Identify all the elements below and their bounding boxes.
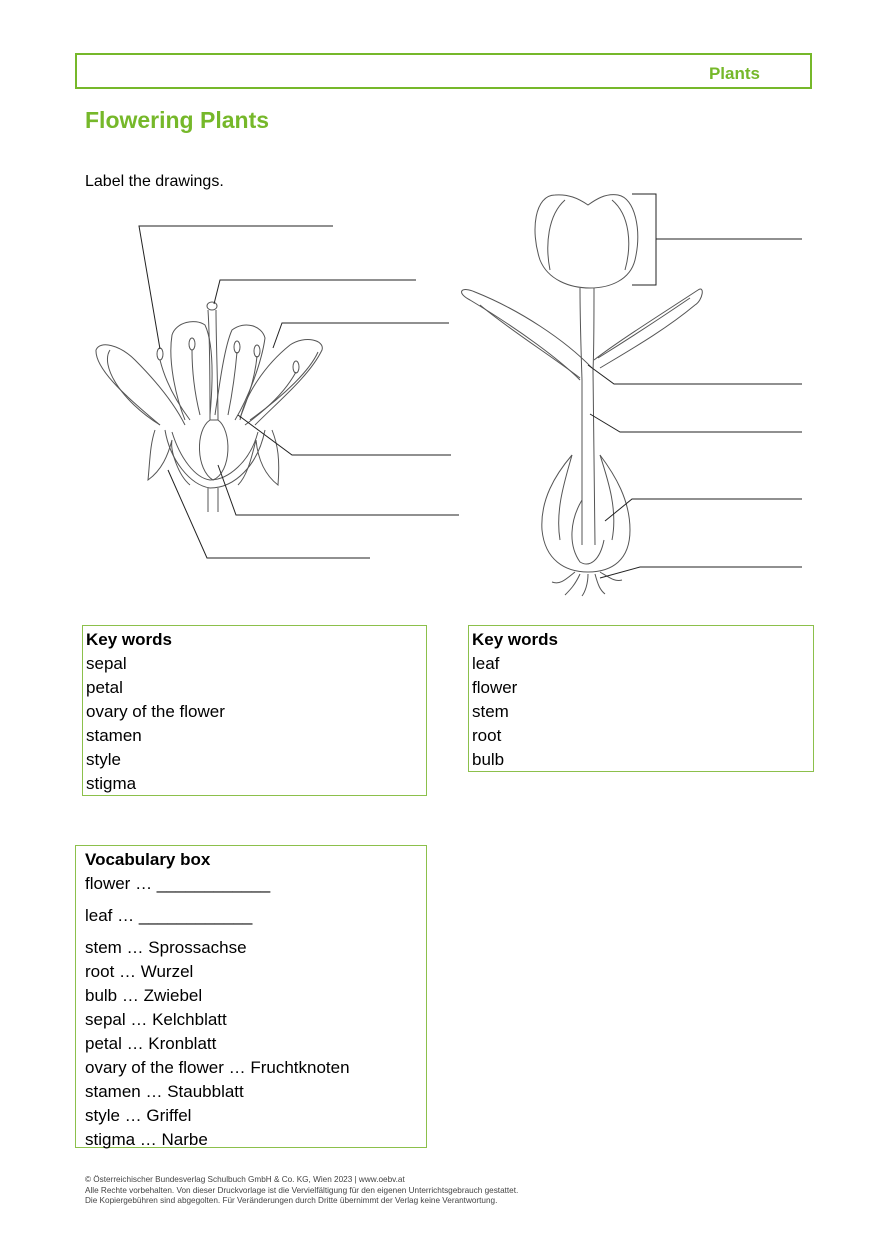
- vocabulary-item: petal … Kronblatt: [85, 1034, 217, 1053]
- vocabulary-item: flower … ____________: [85, 874, 271, 893]
- vocabulary-item: root … Wurzel: [85, 962, 194, 981]
- page-title: Flowering Plants: [85, 107, 270, 133]
- vocabulary-item: stem … Sprossachse: [85, 938, 247, 957]
- key-word-item: stigma: [86, 774, 137, 793]
- instruction: Label the drawings.: [85, 173, 224, 190]
- key-word-item: stem: [472, 702, 509, 721]
- footer-line: Alle Rechte vorbehalten. Von dieser Druckvorlage ist die Vervielfältigung für den eigenen Unterrichtsgebrauch gestattet.: [85, 1185, 519, 1195]
- vocabulary-item: bulb … Zwiebel: [85, 986, 203, 1005]
- key-word-item: leaf: [472, 654, 500, 673]
- vocabulary-item: stigma … Narbe: [85, 1130, 208, 1149]
- vocabulary-item: sepal … Kelchblatt: [85, 1010, 227, 1029]
- tulip-diagram: [0, 0, 890, 620]
- key-word-item: petal: [86, 678, 123, 697]
- vocabulary-item: style … Griffel: [85, 1106, 192, 1125]
- vocabulary-item: leaf … ____________: [85, 906, 253, 925]
- footer: [85, 1175, 518, 1207]
- vocabulary-heading: Vocabulary box: [85, 850, 211, 869]
- key-words-plant-heading: Key words: [472, 630, 558, 649]
- key-word-item: root: [472, 726, 502, 745]
- key-word-item: bulb: [472, 750, 505, 769]
- header-label: Plants: [708, 64, 760, 83]
- key-word-item: sepal: [86, 654, 127, 673]
- key-word-item: stamen: [86, 726, 142, 745]
- footer-line: Die Kopiergebühren sind abgegolten. Für Veränderungen durch Dritte übernimmt der Verlag keine Verantwortung.: [85, 1196, 498, 1205]
- key-words-flower-box: [82, 625, 427, 796]
- key-word-item: style: [86, 750, 121, 769]
- key-word-item: flower: [472, 678, 518, 697]
- footer-line: © Österreichischer Bundesverlag Schulbuch GmbH & Co. KG, Wien 2023 | www.oebv.at: [85, 1175, 405, 1184]
- key-word-item: ovary of the flower: [86, 702, 225, 721]
- key-words-plant-box: [468, 625, 814, 772]
- key-words-flower-heading: Key words: [86, 630, 172, 649]
- vocabulary-item: ovary of the flower … Fruchtknoten: [85, 1058, 350, 1077]
- vocabulary-item: stamen … Staubblatt: [85, 1082, 244, 1101]
- vocabulary-box: [75, 845, 427, 1148]
